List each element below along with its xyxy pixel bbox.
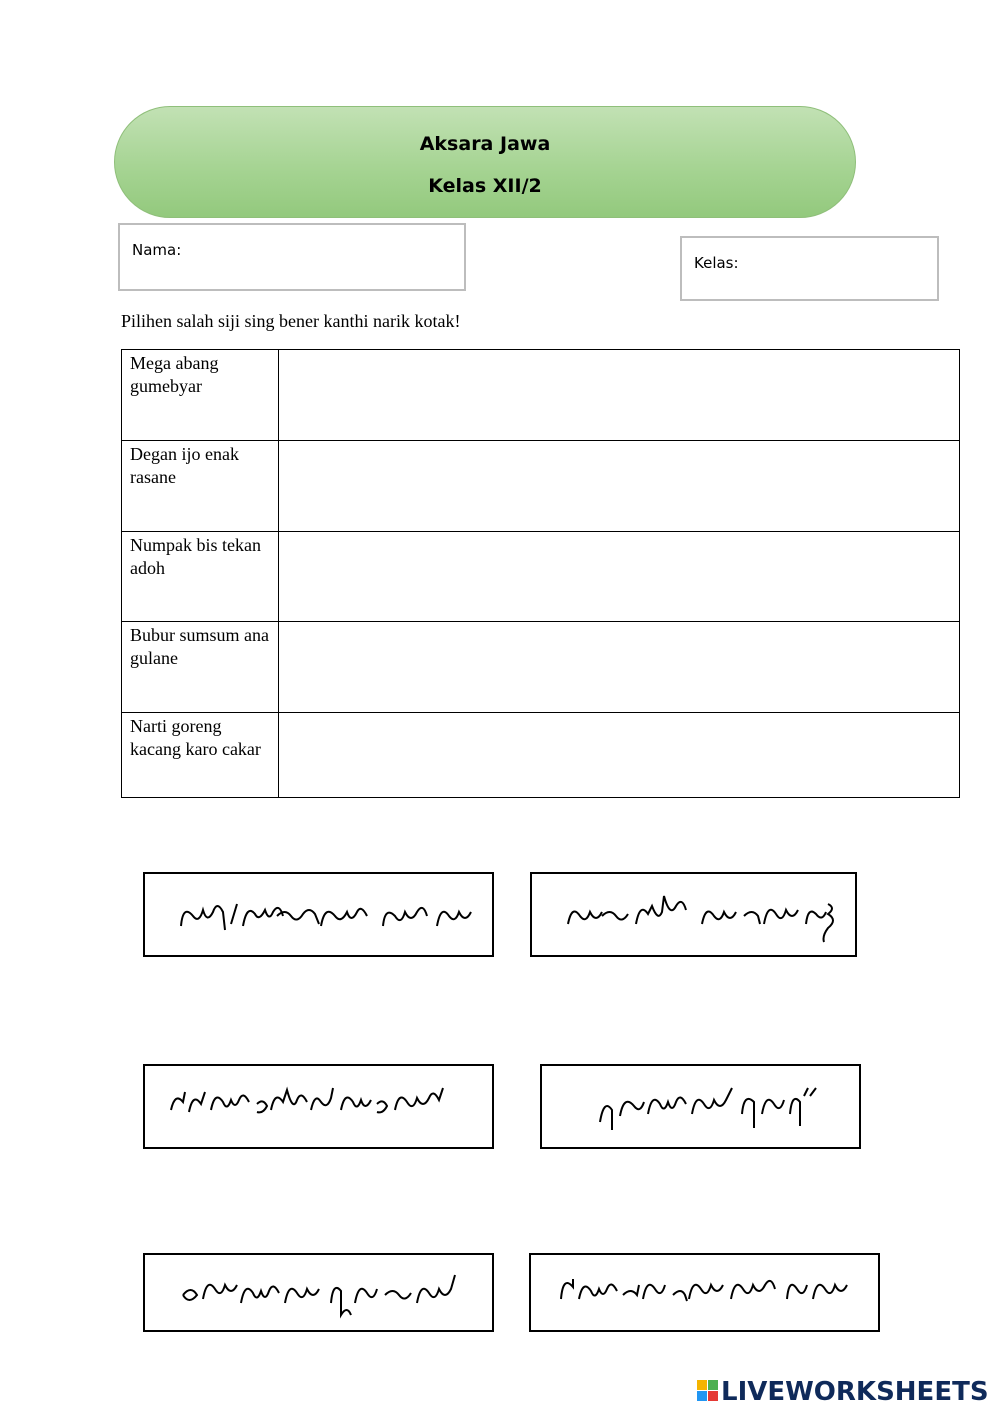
drop-zone[interactable]: [279, 350, 960, 441]
javanese-script-image: [542, 1066, 859, 1147]
table-row: [122, 350, 960, 441]
drop-zone[interactable]: [279, 713, 960, 798]
drop-zone[interactable]: [279, 532, 960, 622]
drop-zone[interactable]: [279, 622, 960, 713]
table-row: [122, 441, 960, 532]
answer-table: [121, 349, 960, 798]
table-row: [122, 622, 960, 713]
javanese-script-image: [145, 1255, 492, 1330]
answer-card-5[interactable]: [143, 1253, 494, 1332]
table-row: [122, 713, 960, 798]
answer-card-4[interactable]: [540, 1064, 861, 1149]
table-row: [122, 532, 960, 622]
javanese-script-image: [145, 874, 492, 955]
phrase-cell: Numpak bis tekan adoh: [122, 532, 279, 622]
header-banner: [114, 106, 856, 218]
phrase-cell: Bubur sumsum ana gulane: [122, 622, 279, 713]
answer-card-6[interactable]: [529, 1253, 880, 1332]
answer-card-3[interactable]: [143, 1064, 494, 1149]
watermark-text: LIVEWORKSHEETS: [721, 1377, 989, 1407]
liveworksheets-watermark: [697, 1377, 989, 1409]
javanese-script-image: [532, 874, 855, 955]
class-label: Kelas:: [694, 254, 739, 272]
name-label: Nama:: [132, 241, 182, 259]
liveworksheets-logo-icon: [697, 1380, 719, 1402]
phrase-cell: Narti goreng kacang karo cakar: [122, 713, 279, 798]
drop-zone[interactable]: [279, 441, 960, 532]
answer-card-1[interactable]: [143, 872, 494, 957]
javanese-script-image: [145, 1066, 492, 1147]
phrase-cell: Degan ijo enak rasane: [122, 441, 279, 532]
page-subtitle: Kelas XII/2: [428, 175, 542, 197]
instruction-text: Pilihen salah siji sing bener kanthi narik kotak!: [121, 311, 461, 331]
javanese-script-image: [531, 1255, 878, 1330]
page-title: Aksara Jawa: [419, 133, 551, 155]
class-field[interactable]: [680, 236, 939, 301]
phrase-cell: Mega abang gumebyar: [122, 350, 279, 441]
name-field[interactable]: [118, 223, 466, 291]
answer-card-2[interactable]: [530, 872, 857, 957]
